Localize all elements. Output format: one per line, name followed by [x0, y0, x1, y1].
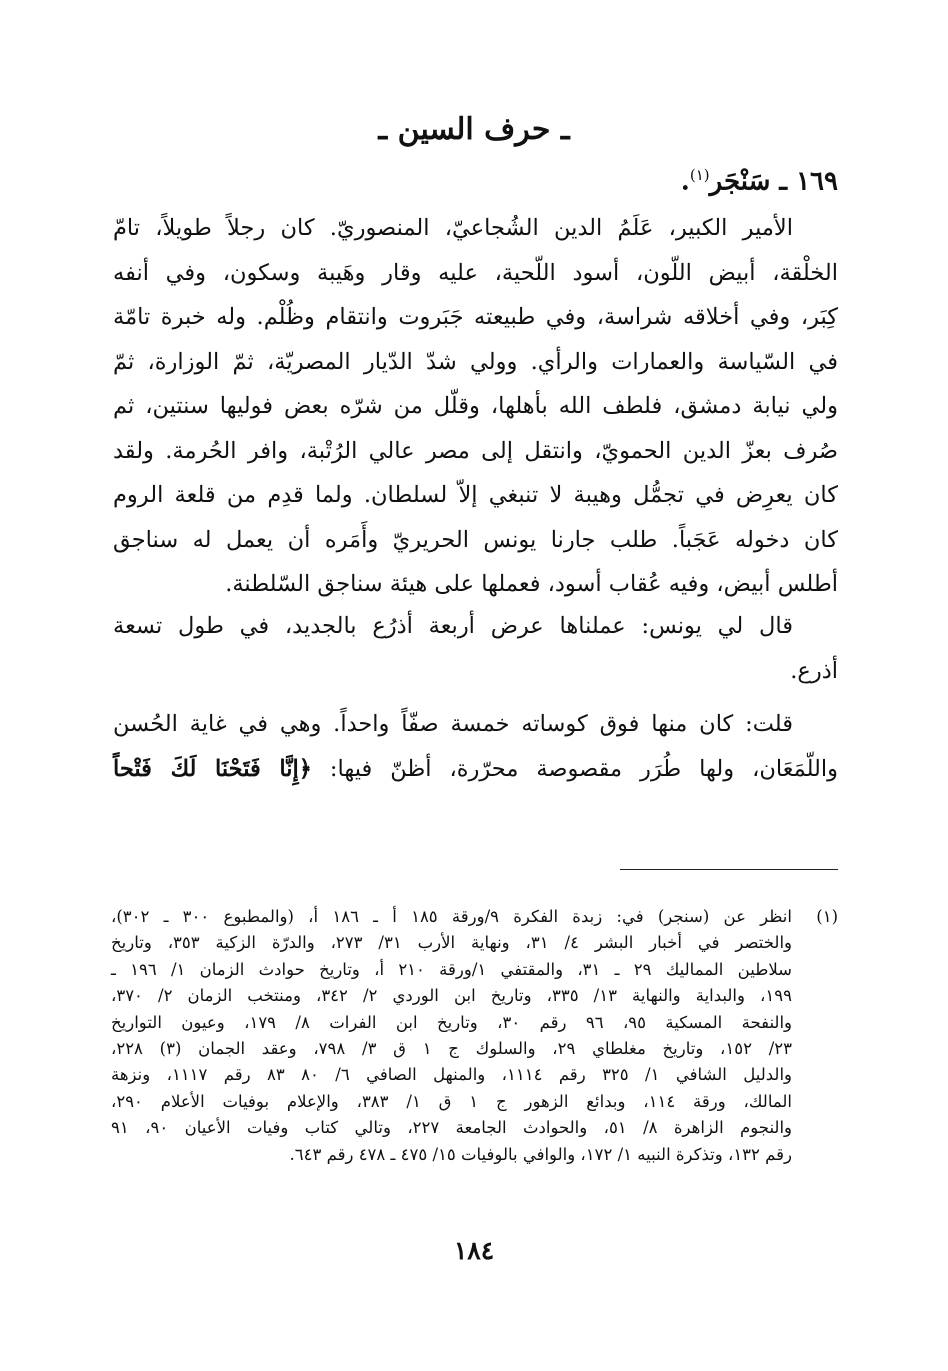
paragraph-author-note — [113, 702, 838, 791]
footnote-reference: (١) — [689, 166, 710, 184]
entry-heading-text: ١٦٩ ـ سَنْجَر — [709, 166, 838, 197]
footnote-line: والنفحة المسكية ٩٥، ٩٦ رقم ٣٠، وتاريخ ابن الفرات ٨/ ١٧٩، وعيون التواريخ — [111, 1012, 792, 1032]
entry-heading — [681, 166, 838, 197]
text-line: كان يعرِض في تجمُّل وهيبة لا تنبغي إلاّ لسلطان. ولما قدِم من قلعة الروم — [113, 482, 838, 508]
text-line: قلت: كان منها فوق كوساته خمسة صفّاً واحداً. وهي في غاية الحُسن — [113, 711, 793, 737]
text-line: صُرف بعزّ الدين الحمويّ، وانتقل إلى مصر عالي الرُتْبة، وافر الحُرمة. ولقد — [113, 437, 838, 464]
paragraph-yunus — [113, 604, 838, 693]
footnote-body — [111, 904, 792, 1168]
text-line: أذرع. — [790, 657, 838, 684]
footnote-line: والنجوم الزاهرة ٨/ ٥١، والحوادث الجامعة ٢٢٧، وتالي كتاب وفيات الأعيان ٩٠، ٩١ — [111, 1118, 793, 1138]
text-line: أطلس أبيض، وفيه عُقاب أسود، فعملها على هيئة سناجق السّلطنة. — [225, 571, 838, 597]
text-line: الخلْقة، أبيض اللّون، أسود اللّحية، عليه وقار وهَيبة وسكون، وفي أنفه — [113, 259, 838, 286]
text-line: كِبَر، وفي أخلاقه شراسة، وفي طبيعته جَبَروت وانتقام وظُلْم. وله خبرة تامّة — [113, 304, 839, 330]
text-line: كان دخوله عَجَباً. طلب جارنا يونس الحريريّ وأَمَره أن يعمل له سناجق — [113, 526, 838, 553]
footnote — [111, 904, 838, 1168]
text-line: في السّياسة والعمارات والرأي. وولي شدّ الدّيار المصريّة، ثمّ الوزارة، ثمّ — [113, 348, 838, 375]
text-line: قال لي يونس: عملناها عرض أربعة أذرُع بالجديد، في طول تسعة — [113, 613, 793, 639]
footnote-line: والختصر في أخبار البشر ٤/ ٣١، ونهاية الأرب ٣١/ ٢٧٣، والدرّة الزكية ٣٥٣، وتاريخ — [111, 933, 793, 953]
footnote-line: سلاطين المماليك ٢٩ ـ ٣١، والمقتفي ١/ورقة ٢١٠ أ، وتاريخ حوادث الزمان ١/ ١٩٦ ـ — [111, 959, 792, 979]
text-line: ولي نيابة دمشق، فلطف الله بأهلها، وقلّل من شرّه بعض فوليها سنتين، ثم — [113, 393, 838, 419]
footnote-line: والدليل الشافي ١/ ٣٢٥ رقم ١١١٤، والمنهل الصافي ٦/ ٨٠ ٨٣ رقم ١١١٧، ونزهة — [111, 1065, 793, 1085]
text-line: الأمير الكبير، عَلَمُ الدين الشُجاعيّ، المنصوريّ. كان رجلاً طويلاً، تامّ — [113, 215, 793, 241]
footnote-line: ١٩٩، والبداية والنهاية ١٣/ ٣٣٥، وتاريخ ابن الوردي ٢/ ٣٤٢، ومنتخب الزمان ٢/ ٣٧٠، — [111, 986, 792, 1006]
paragraph-biography — [113, 206, 838, 607]
footnote-marker: (١) — [816, 907, 838, 926]
quran-quote: ﴿إِنَّا فَتَحْنَا لَكَ فَتْحاً — [113, 755, 312, 782]
text-line — [113, 747, 838, 792]
footnote-line: المالك، ورقة ١١٤، وبدائع الزهور ج ١ ق ١/ ٣٨٣، والإعلام بوفيات الأعلام ٢٩٠، — [111, 1091, 792, 1111]
footnote-line: انظر عن (سنجر) في: زبدة الفكرة ٩/ورقة ١٨٥ أ ـ ١٨٦ أ، (والمطبوع ٣٠٠ ـ ٣٠٢)، — [111, 907, 792, 926]
page-number: ١٨٤ — [453, 1236, 495, 1265]
footnote-line: ٢٣/ ١٥٢، وتاريخ مغلطاي ٢٩، والسلوك ج ١ ق ٣/ ٧٩٨، وعقد الجمان (٣) ٢٢٨، — [111, 1039, 793, 1059]
text-segment: واللّمَعَان، ولها طُرَر مقصوصة محرّرة، أظنّ فيها: — [329, 755, 838, 782]
chapter-title: ـ حرف السين ـ — [378, 112, 570, 147]
footnote-divider — [620, 869, 838, 870]
footnote-line: رقم ١٣٢، وتذكرة النبيه ١/ ١٧٢، والوافي بالوفيات ١٥/ ٤٧٥ ـ ٤٧٨ رقم ٦٤٣. — [289, 1144, 792, 1164]
entry-heading-period: . — [680, 166, 690, 197]
